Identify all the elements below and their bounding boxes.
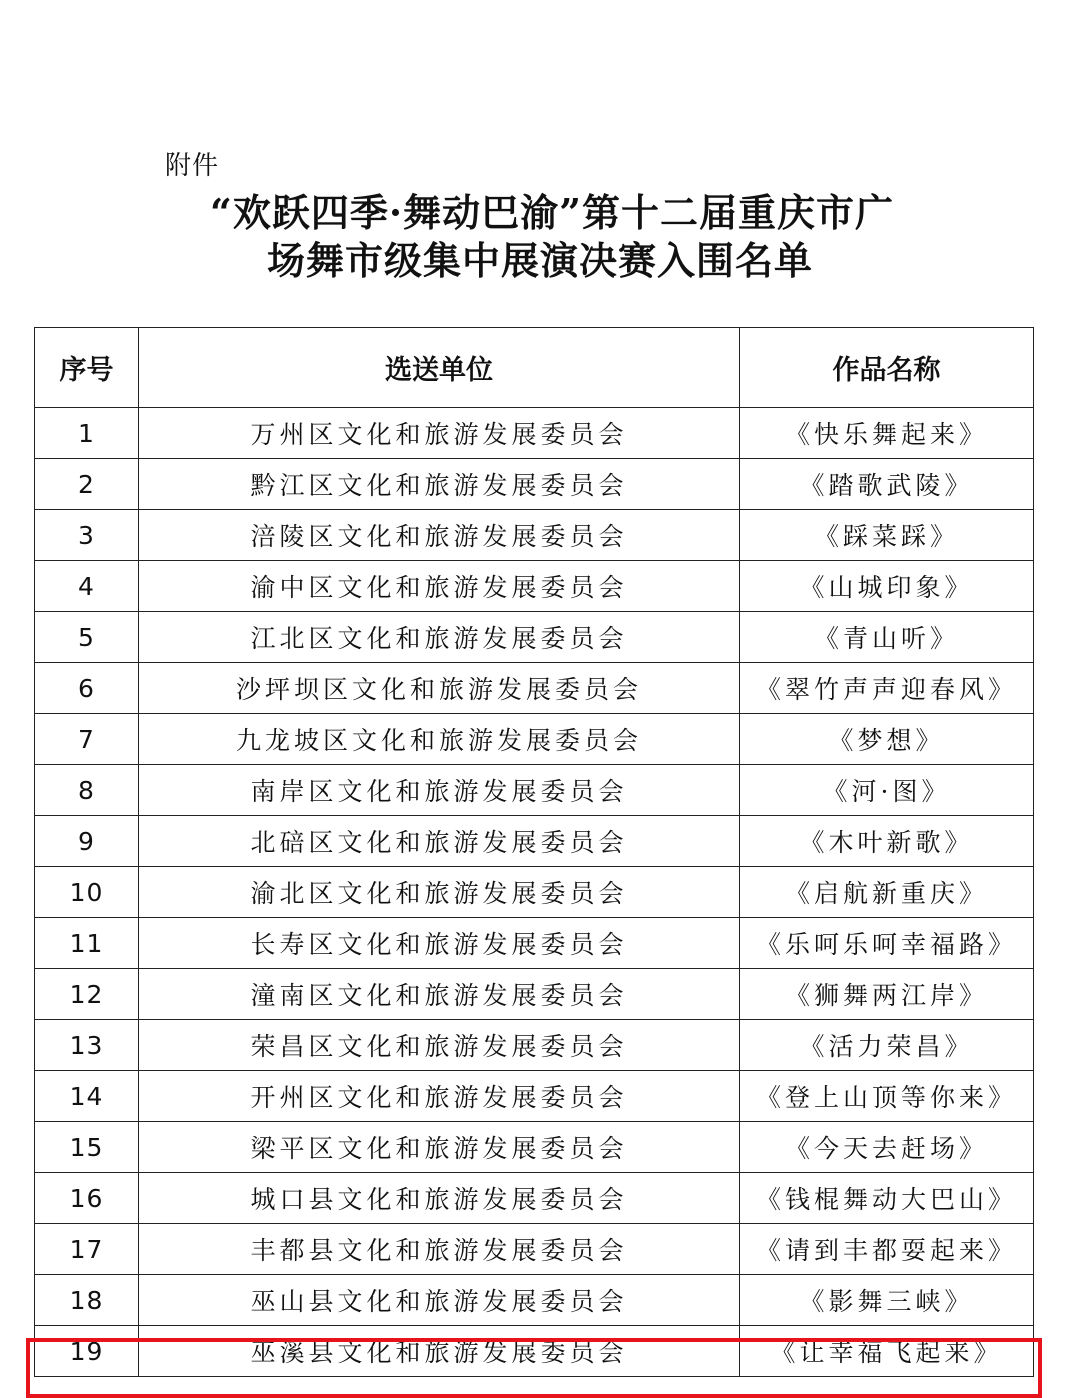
cell-submitting-unit: 万州区文化和旅游发展委员会 (139, 408, 740, 459)
table-header-row (35, 328, 1034, 408)
cell-submitting-unit: 渝北区文化和旅游发展委员会 (139, 867, 740, 918)
table-row (35, 510, 1034, 561)
cell-serial-number: 7 (35, 714, 139, 765)
cell-submitting-unit: 城口县文化和旅游发展委员会 (139, 1173, 740, 1224)
cell-work-title: 《活力荣昌》 (740, 1020, 1034, 1071)
cell-serial-number: 9 (35, 816, 139, 867)
table-row (35, 663, 1034, 714)
finalist-table (34, 327, 1034, 1377)
cell-work-title: 《青山听》 (740, 612, 1034, 663)
cell-submitting-unit: 九龙坡区文化和旅游发展委员会 (139, 714, 740, 765)
cell-serial-number: 10 (35, 867, 139, 918)
header-work-title: 作品名称 (740, 328, 1034, 408)
cell-submitting-unit: 南岸区文化和旅游发展委员会 (139, 765, 740, 816)
cell-work-title: 《影舞三峡》 (740, 1275, 1034, 1326)
cell-serial-number: 2 (35, 459, 139, 510)
cell-work-title: 《踏歌武陵》 (740, 459, 1034, 510)
cell-serial-number: 17 (35, 1224, 139, 1275)
cell-work-title: 《河·图》 (740, 765, 1034, 816)
table-row (35, 1275, 1034, 1326)
cell-submitting-unit: 巫山县文化和旅游发展委员会 (139, 1275, 740, 1326)
header-submitting-unit: 选送单位 (139, 328, 740, 408)
cell-work-title: 《翠竹声声迎春风》 (740, 663, 1034, 714)
cell-work-title: 《乐呵乐呵幸福路》 (740, 918, 1034, 969)
cell-serial-number: 13 (35, 1020, 139, 1071)
table-row (35, 1122, 1034, 1173)
cell-serial-number: 19 (35, 1326, 139, 1377)
document-title-line-2: 场舞市级集中展演决赛入围名单 (266, 238, 813, 283)
cell-serial-number: 15 (35, 1122, 139, 1173)
table-row (35, 459, 1034, 510)
cell-serial-number: 11 (35, 918, 139, 969)
cell-work-title: 《踩菜踩》 (740, 510, 1034, 561)
cell-serial-number: 4 (35, 561, 139, 612)
cell-submitting-unit: 潼南区文化和旅游发展委员会 (139, 969, 740, 1020)
table-row (35, 918, 1034, 969)
cell-serial-number: 12 (35, 969, 139, 1020)
table-row (35, 714, 1034, 765)
cell-serial-number: 6 (35, 663, 139, 714)
cell-serial-number: 14 (35, 1071, 139, 1122)
table-row (35, 1071, 1034, 1122)
cell-work-title: 《山城印象》 (740, 561, 1034, 612)
cell-serial-number: 16 (35, 1173, 139, 1224)
cell-work-title: 《狮舞两江岸》 (740, 969, 1034, 1020)
table-row (35, 612, 1034, 663)
cell-work-title: 《木叶新歌》 (740, 816, 1034, 867)
cell-serial-number: 18 (35, 1275, 139, 1326)
cell-submitting-unit: 巫溪县文化和旅游发展委员会 (139, 1326, 740, 1377)
cell-work-title: 《启航新重庆》 (740, 867, 1034, 918)
cell-work-title: 《请到丰都耍起来》 (740, 1224, 1034, 1275)
cell-serial-number: 1 (35, 408, 139, 459)
cell-submitting-unit: 荣昌区文化和旅游发展委员会 (139, 1020, 740, 1071)
table-row (35, 867, 1034, 918)
cell-submitting-unit: 江北区文化和旅游发展委员会 (139, 612, 740, 663)
cell-serial-number: 8 (35, 765, 139, 816)
table-row (35, 1224, 1034, 1275)
cell-work-title: 《让幸福飞起来》 (740, 1326, 1034, 1377)
cell-submitting-unit: 涪陵区文化和旅游发展委员会 (139, 510, 740, 561)
cell-submitting-unit: 黔江区文化和旅游发展委员会 (139, 459, 740, 510)
cell-serial-number: 5 (35, 612, 139, 663)
cell-submitting-unit: 长寿区文化和旅游发展委员会 (139, 918, 740, 969)
document-title-line-1: “欢跃四季·舞动巴渝”第十二届重庆市广 (210, 190, 894, 235)
table-row (35, 816, 1034, 867)
table-row (35, 969, 1034, 1020)
cell-work-title: 《钱棍舞动大巴山》 (740, 1173, 1034, 1224)
header-serial-number: 序号 (35, 328, 139, 408)
cell-submitting-unit: 梁平区文化和旅游发展委员会 (139, 1122, 740, 1173)
cell-work-title: 《今天去赶场》 (740, 1122, 1034, 1173)
attachment-label: 附件 (165, 151, 220, 181)
table-row (35, 765, 1034, 816)
cell-submitting-unit: 北碚区文化和旅游发展委员会 (139, 816, 740, 867)
cell-submitting-unit: 丰都县文化和旅游发展委员会 (139, 1224, 740, 1275)
table-row (35, 1326, 1034, 1377)
table-row (35, 1173, 1034, 1224)
cell-work-title: 《快乐舞起来》 (740, 408, 1034, 459)
table-row (35, 561, 1034, 612)
cell-serial-number: 3 (35, 510, 139, 561)
cell-submitting-unit: 沙坪坝区文化和旅游发展委员会 (139, 663, 740, 714)
table-row (35, 408, 1034, 459)
cell-work-title: 《梦想》 (740, 714, 1034, 765)
cell-submitting-unit: 渝中区文化和旅游发展委员会 (139, 561, 740, 612)
table-row (35, 1020, 1034, 1071)
cell-work-title: 《登上山顶等你来》 (740, 1071, 1034, 1122)
cell-submitting-unit: 开州区文化和旅游发展委员会 (139, 1071, 740, 1122)
